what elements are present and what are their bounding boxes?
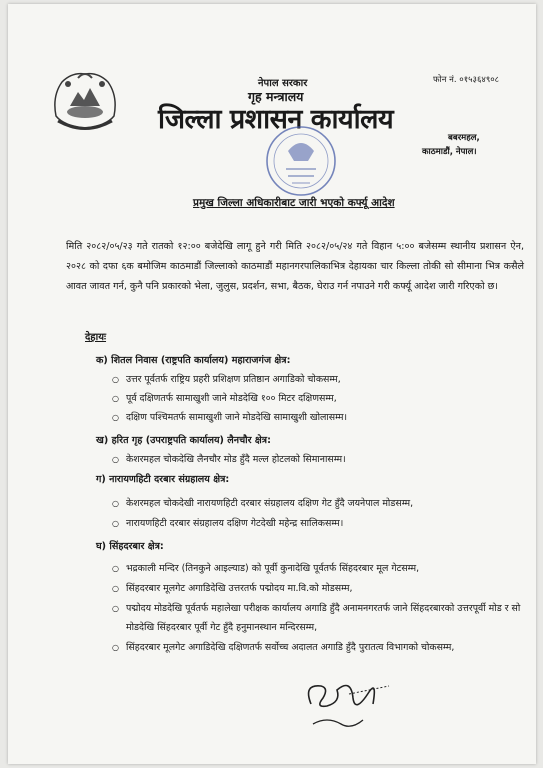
section-title: ग) नारायणहिटी दरबार संग्रहालय क्षेत्र:	[96, 474, 230, 485]
order-paragraph: मिति २०८२/०५/२३ गते रातको १२:०० बजेदेखि लागू हुने गरी मिति २०८२/०५/२४ गते विहान ५:०० बजेसम्म स्थानीय प्रशासन ऐन, २०२८ को दफा ६क बमोजिम काठमाडौं जिल्लाको काठमाडौं महानगरपालिकाभित्र देहायका चार किल्ला तोकी सो सीमाना भित्र कसैले आवत जावत गर्न, कुनै पनि प्रकारको भेला, जुलुस, प्रदर्शन, सभा, बैठक, घेराउ गर्न नपाउने गरी कर्फ्यू आदेश जारी गरिएको छ।	[66, 241, 524, 292]
phone-number: फोन नं. ०१५३६४९०८	[433, 75, 500, 85]
official-stamp-icon	[260, 121, 342, 201]
bullet-icon: ○	[112, 375, 119, 384]
bullet-icon: ○	[112, 604, 119, 613]
office-title: जिल्ला प्रशासन कार्यालय	[158, 104, 394, 135]
document-page	[8, 4, 536, 764]
section-title: ख) हरित गृह (उपराष्ट्रपति कार्यालय) लैनचौर क्षेत्र:	[96, 435, 271, 446]
list-item: ○ दक्षिण पश्चिमतर्फ सामाखुशी जाने मोडदेखि सामाखुशी खोलासम्म।	[112, 408, 522, 427]
list-item: ○ पद्मोदय मोडदेखि पूर्वतर्फ महालेखा परीक्षक कार्यालय अगाडि हुँदै अनामनगरतर्फ जाने सिंहदरबारको उत्तरपूर्वी मोड र सो मोडदेखि सिंहदरबार पूर्वी गेट हुँदै हनुमानस्थान मन्दिरसम्म,	[112, 599, 522, 637]
list-item: ○ भद्रकाली मन्दिर (तिनकुने आइल्याड) को पूर्वी कुनादेखि पूर्वतर्फ सिंहदरबार मूल गेटसम्म,	[112, 559, 522, 578]
address-line-1: बबरमहल,	[448, 133, 480, 143]
dehay-heading: देहायः	[85, 332, 107, 343]
signature-icon	[293, 664, 393, 744]
ministry-label: गृह मन्त्रालय	[248, 89, 304, 104]
list-item: ○ उत्तर पूर्वतर्फ राष्ट्रिय प्रहरी प्रशिक्षण प्रतिष्ठान अगाडिको चोकसम्म,	[112, 370, 522, 389]
bullet-icon: ○	[112, 413, 119, 422]
bullet-icon: ○	[112, 564, 119, 573]
list-item: ○ सिंहदरबार मूलगेट अगाडिदेखि दक्षिणतर्फ सर्वोच्च अदालत अगाडि हुँदै पुरातत्व विभागको चोकसम्म,	[112, 638, 522, 657]
bullet-icon: ○	[112, 584, 119, 593]
government-label: नेपाल सरकार	[258, 78, 308, 89]
bullet-icon: ○	[112, 394, 119, 403]
nepal-emblem-icon	[48, 66, 122, 136]
address-line-2: काठमाडौं, नेपाल।	[422, 147, 477, 157]
list-item: ○ सिंहदरबार मूलगेट अगाडिदेखि उत्तरतर्फ पद्मोदय मा.वि.को मोडसम्म,	[112, 579, 522, 598]
bullet-icon: ○	[112, 455, 119, 464]
section-title: क) शितल निवास (राष्ट्रपति कार्यालय) महाराजगंज क्षेत्र:	[96, 355, 291, 366]
list-item: ○ केशरमहल चोकदेखि लैनचौर मोड हुँदै मल्ल होटलको सिमानासम्म।	[112, 450, 522, 469]
bullet-icon: ○	[112, 643, 119, 652]
document-title: प्रमुख जिल्ला अधिकारीबाट जारी भएको कर्फ्यू आदेश	[193, 197, 395, 209]
bullet-icon: ○	[112, 499, 119, 508]
list-item: ○ नारायणहिटी दरबार संग्रहालय दक्षिण गेटदेखी महेन्द्र सालिकसम्म।	[112, 514, 522, 533]
section-title: घ) सिंहदरबार क्षेत्र:	[96, 541, 164, 552]
list-item: ○ पूर्व दक्षिणतर्फ सामाखुशी जाने मोडदेखि १०० मिटर दक्षिणसम्म,	[112, 389, 522, 408]
bullet-icon: ○	[112, 519, 119, 528]
list-item: ○ केशरमहल चोकदेखी नारायणहिटी दरबार संग्रहालय दक्षिण गेट हुँदै जयनेपाल मोडसम्म,	[112, 494, 522, 513]
